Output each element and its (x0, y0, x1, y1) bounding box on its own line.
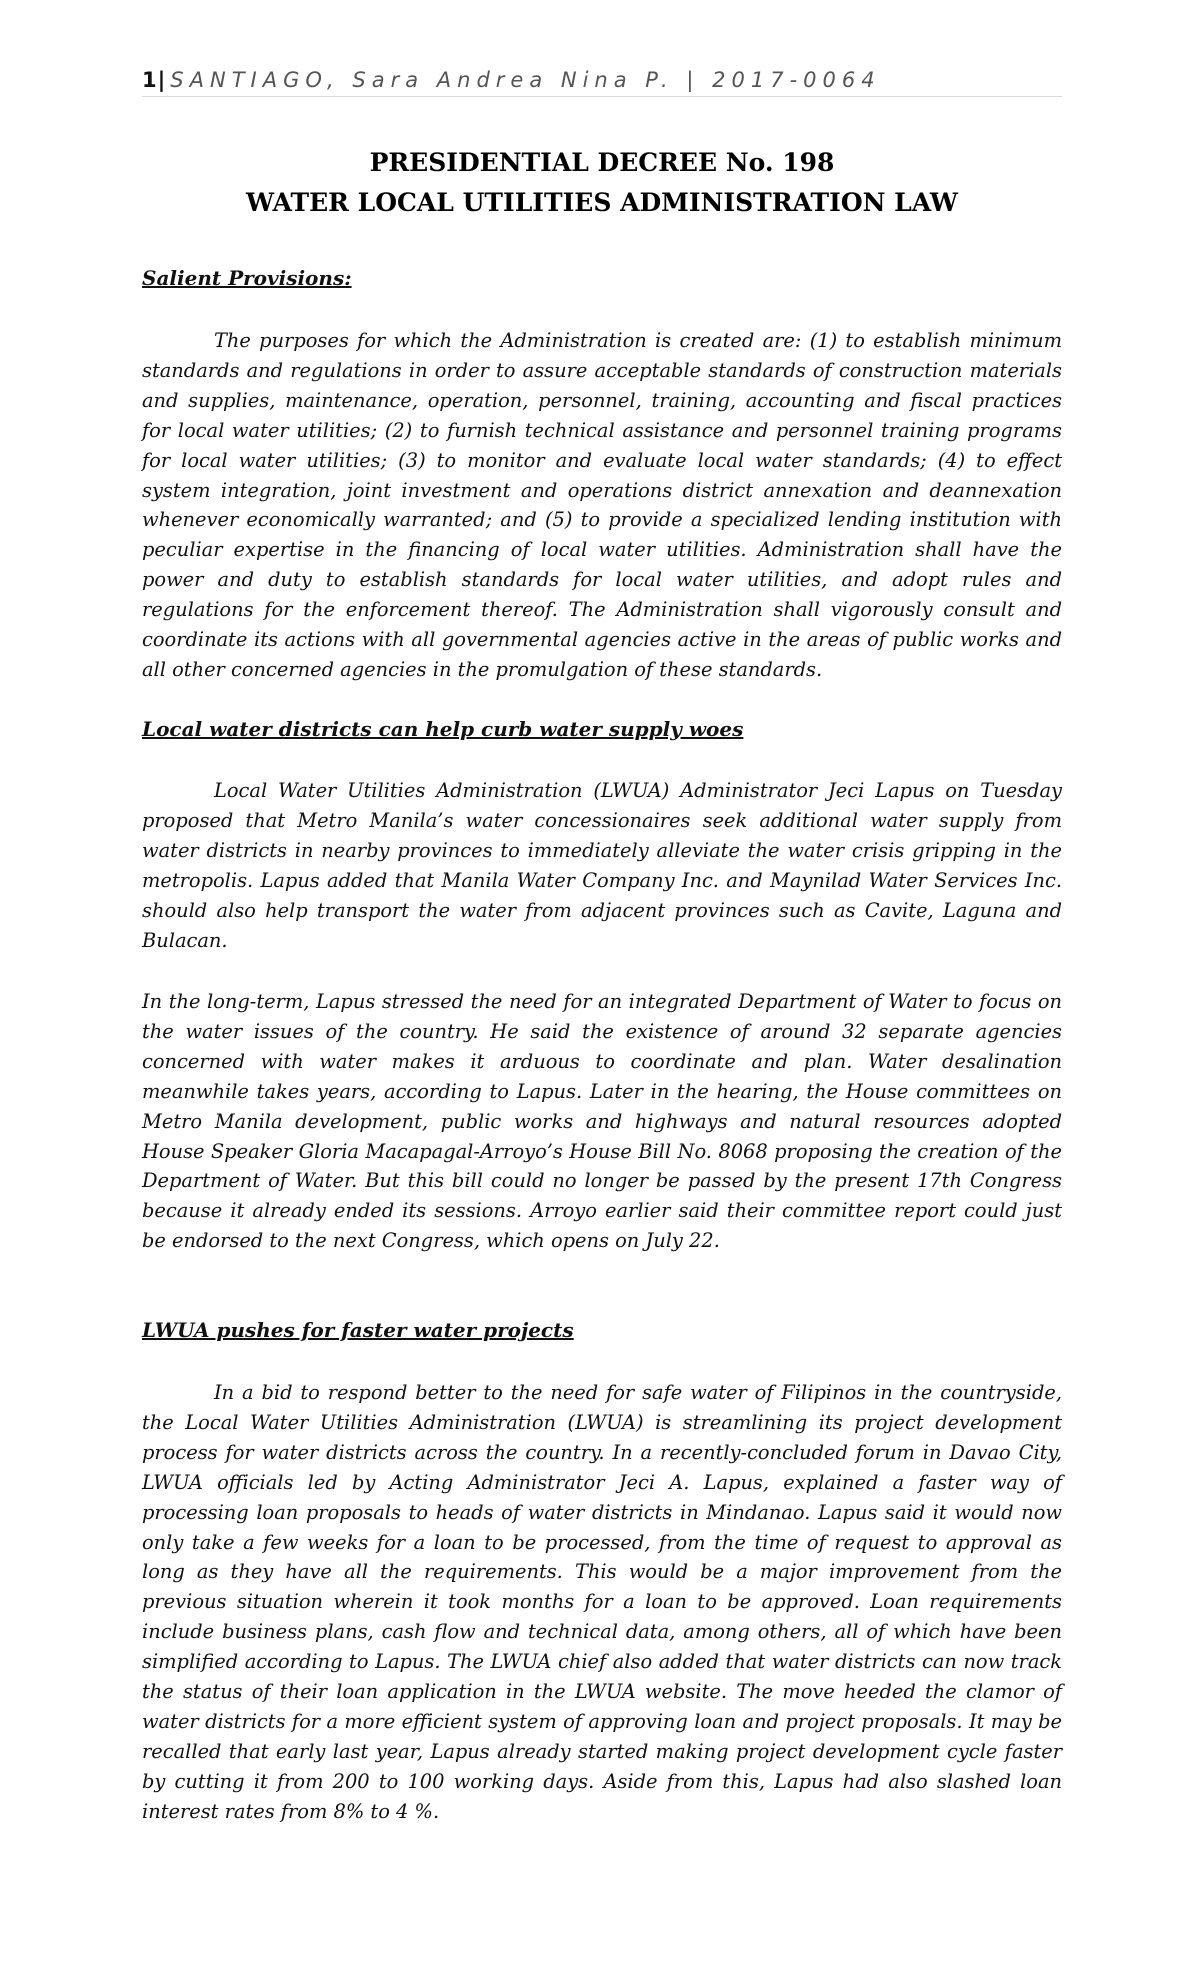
document-subtitle: WATER LOCAL UTILITIES ADMINISTRATION LAW (246, 188, 958, 217)
page-number: 1 (142, 68, 158, 92)
header-separator: | (157, 68, 167, 92)
paragraph-department-of-water: In the long-term, Lapus stressed the need for an integrated Department of Water to focus on the water issues of the country. He said the existence of around 32 separate agencies concerned with water makes it arduous to coordinate and plan. Water desalination meanwhile takes years, according to Lapus. Later in the hearing, the House committees on Metro Manila development, public works and highways and natural resources adopted House Speaker Gloria Macapagal-Arroyo’s House Bill No. 8068 proposing the creation of the Department of Water. But this bill could no longer be passed by the present 17th Congress because it already ended its sessions. Arroyo earlier said their committee report could just be endorsed to the next Congress, which opens on July 22. (142, 990, 1062, 1253)
page-header (142, 68, 1062, 97)
section-heading-salient-provisions: Salient Provisions: (142, 266, 352, 290)
paragraph-faster-projects: In a bid to respond better to the need for safe water of Filipinos in the countryside, the Local Water Utilities Administration (LWUA) is streamlining its project development process for water districts across the country. In a recently-concluded forum in Davao City, LWUA officials led by Acting Administrator Jeci A. Lapus, explained a faster way of processing loan proposals to heads of water districts in Mindanao. Lapus said it would now only take a few weeks for a loan to be processed, from the time of request to approval as long as they have all the requirements. This would be a major improvement from the previous situation wherein it took months for a loan to be approved. Loan requirements include business plans, cash flow and technical data, among others, all of which have been simplified according to Lapus. The LWUA chief also added that water districts can now track the status of their loan application in the LWUA website. The move heeded the clamor of water districts for a more efficient system of approving loan and project proposals. It may be recalled that early last year, Lapus already started making project development cycle faster by cutting it from 200 to 100 working days. Aside from this, Lapus had also slashed loan interest rates from 8% to 4 %. (142, 1381, 1062, 1823)
section-heading-local-water-districts: Local water districts can help curb water supply woes (142, 717, 744, 741)
paragraph-lwua-proposal: Local Water Utilities Administration (LWUA) Administrator Jeci Lapus on Tuesday proposed that Metro Manila’s water concessionaires seek additional water supply from water districts in nearby provinces to immediately alleviate the water crisis gripping in the metropolis. Lapus added that Manila Water Company Inc. and Maynilad Water Services Inc. should also help transport the water from adjacent provinces such as Cavite, Laguna and Bulacan. (142, 779, 1062, 952)
author-id: SANTIAGO, Sara Andrea Nina P. | 2017-0064 (170, 68, 881, 92)
paragraph-salient-provisions: The purposes for which the Administration is created are: (1) to establish minimum standards and regulations in order to assure acceptable standards of construction materials and supplies, maintenance, operation, personnel, training, accounting and fiscal practices for local water utilities; (2) to furnish technical assistance and personnel training programs for local water utilities; (3) to monitor and evaluate local water standards; (4) to effect system integration, joint investment and operations district annexation and deannexation whenever economically warranted; and (5) to provide a specialized lending institution with peculiar expertise in the financing of local water utilities. Administration shall have the power and duty to establish standards for local water utilities, and adopt rules and regulations for the enforcement thereof. The Administration shall vigorously consult and coordinate its actions with all governmental agencies active in the areas of public works and all other concerned agencies in the promulgation of these standards. (142, 329, 1062, 681)
document-title: PRESIDENTIAL DECREE No. 198 (369, 148, 835, 177)
section-heading-lwua-faster-projects: LWUA pushes for faster water projects (142, 1318, 574, 1342)
